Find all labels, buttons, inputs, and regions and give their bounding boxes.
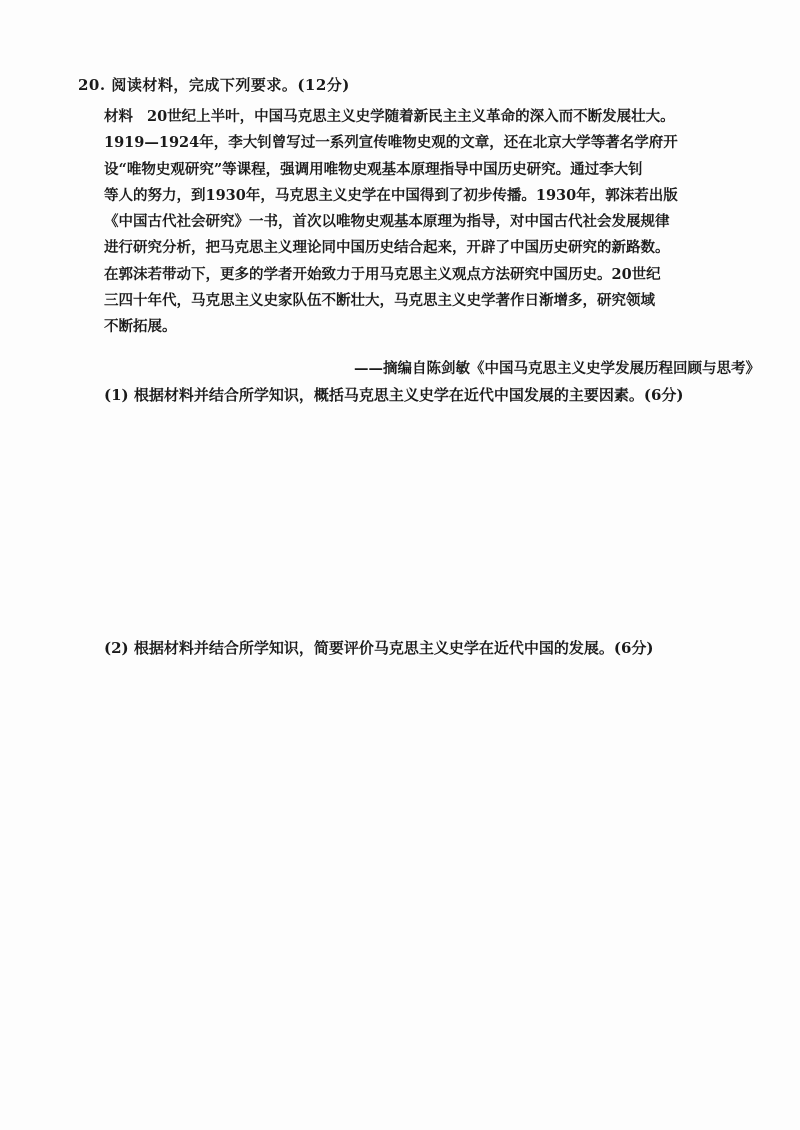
question-title: 20. 阅读材料，完成下列要求。(12分) [78,76,350,94]
material-line [104,104,744,130]
sub-question-2: (2) 根据材料并结合所学知识，简要评价马克思主义史学在近代中国的发展。(6分) [104,639,654,657]
answer-area-1[interactable] [104,412,744,622]
material-line: 1919—1924年，李大钊曾写过一系列宣传唯物史观的文章，还在北京大学等著名学府开 [104,134,678,152]
sub-question-1: (1) 根据材料并结合所学知识，概括马克思主义史学在近代中国发展的主要因素。(6分) [104,386,684,404]
material-passage [104,104,744,341]
answer-area-2[interactable] [104,665,744,1095]
material-text: 20世纪上半叶，中国马克思主义史学随着新民主主义革命的深入而不断发展壮大。 [147,108,675,125]
material-line: 等人的努力，到1930年，马克思主义史学在中国得到了初步传播。1930年，郭沫若出版 [104,186,678,204]
material-line: 进行研究分析，把马克思主义理论同中国历史结合起来，开辟了中国历史研究的新路数。 [104,239,670,257]
material-label: 材料 [104,108,133,125]
material-line: 设“唯物史观研究”等课程，强调用唯物史观基本原理指导中国历史研究。通过李大钊 [104,160,643,178]
material-source: ——摘编自陈剑敏《中国马克思主义史学发展历程回顾与思考》 [354,360,760,377]
material-line: 不断拓展。 [104,318,177,336]
material-line: 三四十年代，马克思主义史家队伍不断壮大，马克思主义史学著作日渐增多，研究领域 [104,292,655,310]
material-line: 《中国古代社会研究》一书，首次以唯物史观基本原理为指导，对中国古代社会发展规律 [104,213,670,231]
material-line: 在郭沫若带动下，更多的学者开始致力于用马克思主义观点方法研究中国历史。20世纪 [104,265,661,283]
